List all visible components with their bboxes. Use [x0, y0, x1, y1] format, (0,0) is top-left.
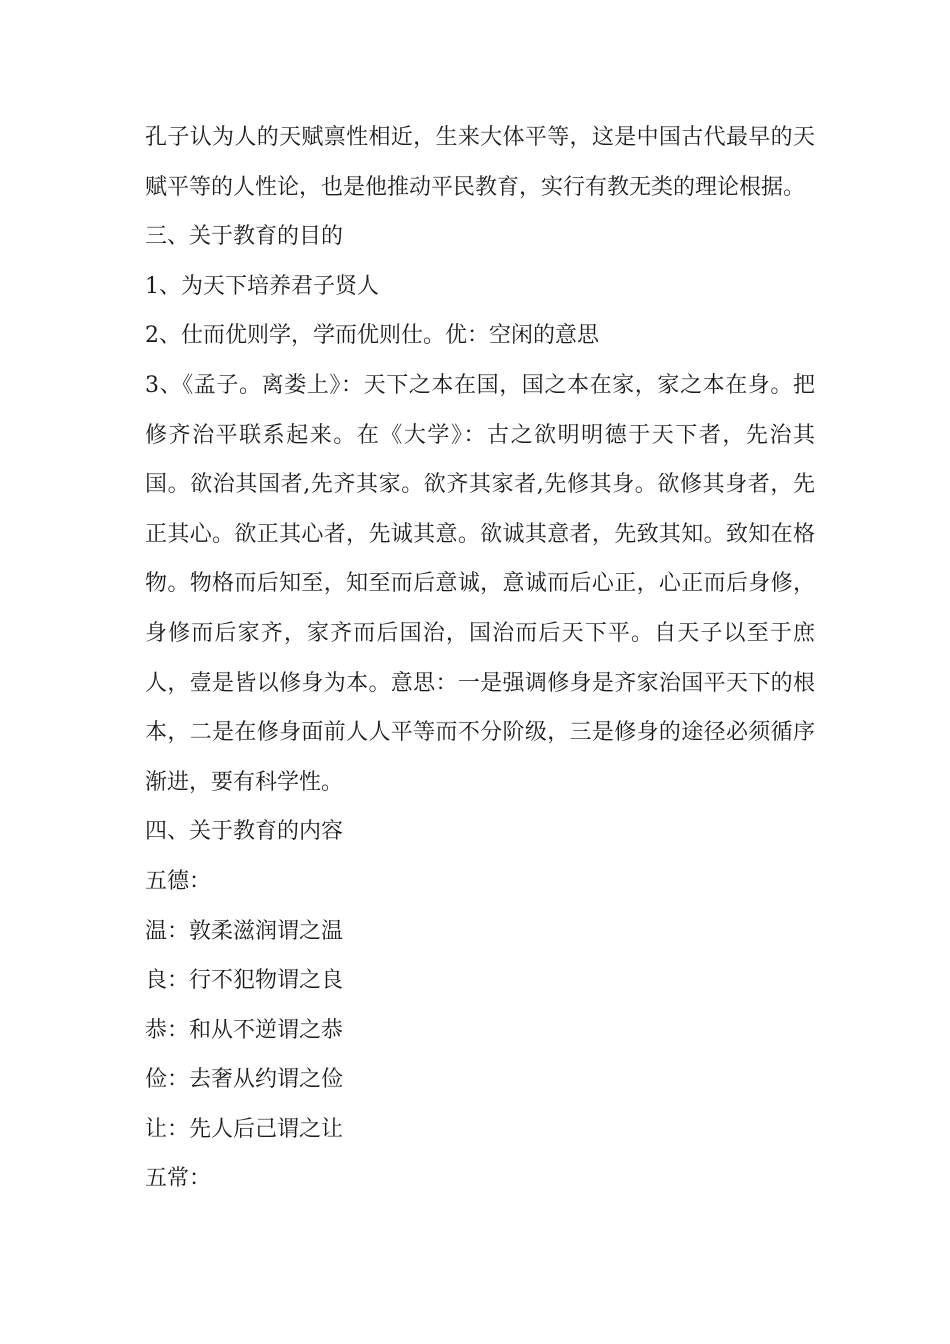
heading-education-content: 四、关于教育的内容 [145, 819, 344, 845]
document-body [145, 113, 815, 1204]
virtue-wen: 温：敦柔滋润谓之温 [145, 918, 344, 944]
list-item-3: 3、《孟子。离娄上》：天下之本在国，国之本在家，家之本在身。把修齐治平联系起来。在《大学》：古之欲明明德于天下者，先治其国。欲治其国者,先齐其家。欲齐其家者,先修其身。欲修其身者，先正其心。欲正其心者，先诚其意。欲诚其意者，先致其知。致知在格物。物格而后知至，知至而后意诚，意诚而后心正，心正而后身修，身修而后家齐，家齐而后国治，国治而后天下平。自天子以至于庶人，壹是皆以修身为本。意思：一是强调修身是齐家治国平天下的根本，二是在修身面前人人平等而不分阶级，三是修身的途径必须循序渐进，要有科学性。 [145, 372, 815, 795]
virtue-rang: 让：先人后己谓之让 [145, 1116, 344, 1142]
heading-education-purpose: 三、关于教育的目的 [145, 224, 344, 250]
list-item-1: 1、为天下培养君子贤人 [145, 273, 379, 299]
virtue-jian: 俭：去奢从约谓之俭 [145, 1067, 344, 1093]
virtue-gong: 恭：和从不逆谓之恭 [145, 1017, 344, 1043]
heading-five-virtues: 五德： [145, 868, 212, 894]
virtue-liang: 良：行不犯物谓之良 [145, 968, 344, 994]
list-item-2: 2、仕而优则学，学而优则仕。优：空闲的意思 [145, 323, 599, 349]
heading-five-constants: 五常： [145, 1166, 212, 1192]
paragraph-human-nature: 孔子认为人的天赋禀性相近，生来大体平等，这是中国古代最早的天赋平等的人性论，也是他推动平民教育，实行有教无类的理论根据。 [145, 125, 815, 200]
